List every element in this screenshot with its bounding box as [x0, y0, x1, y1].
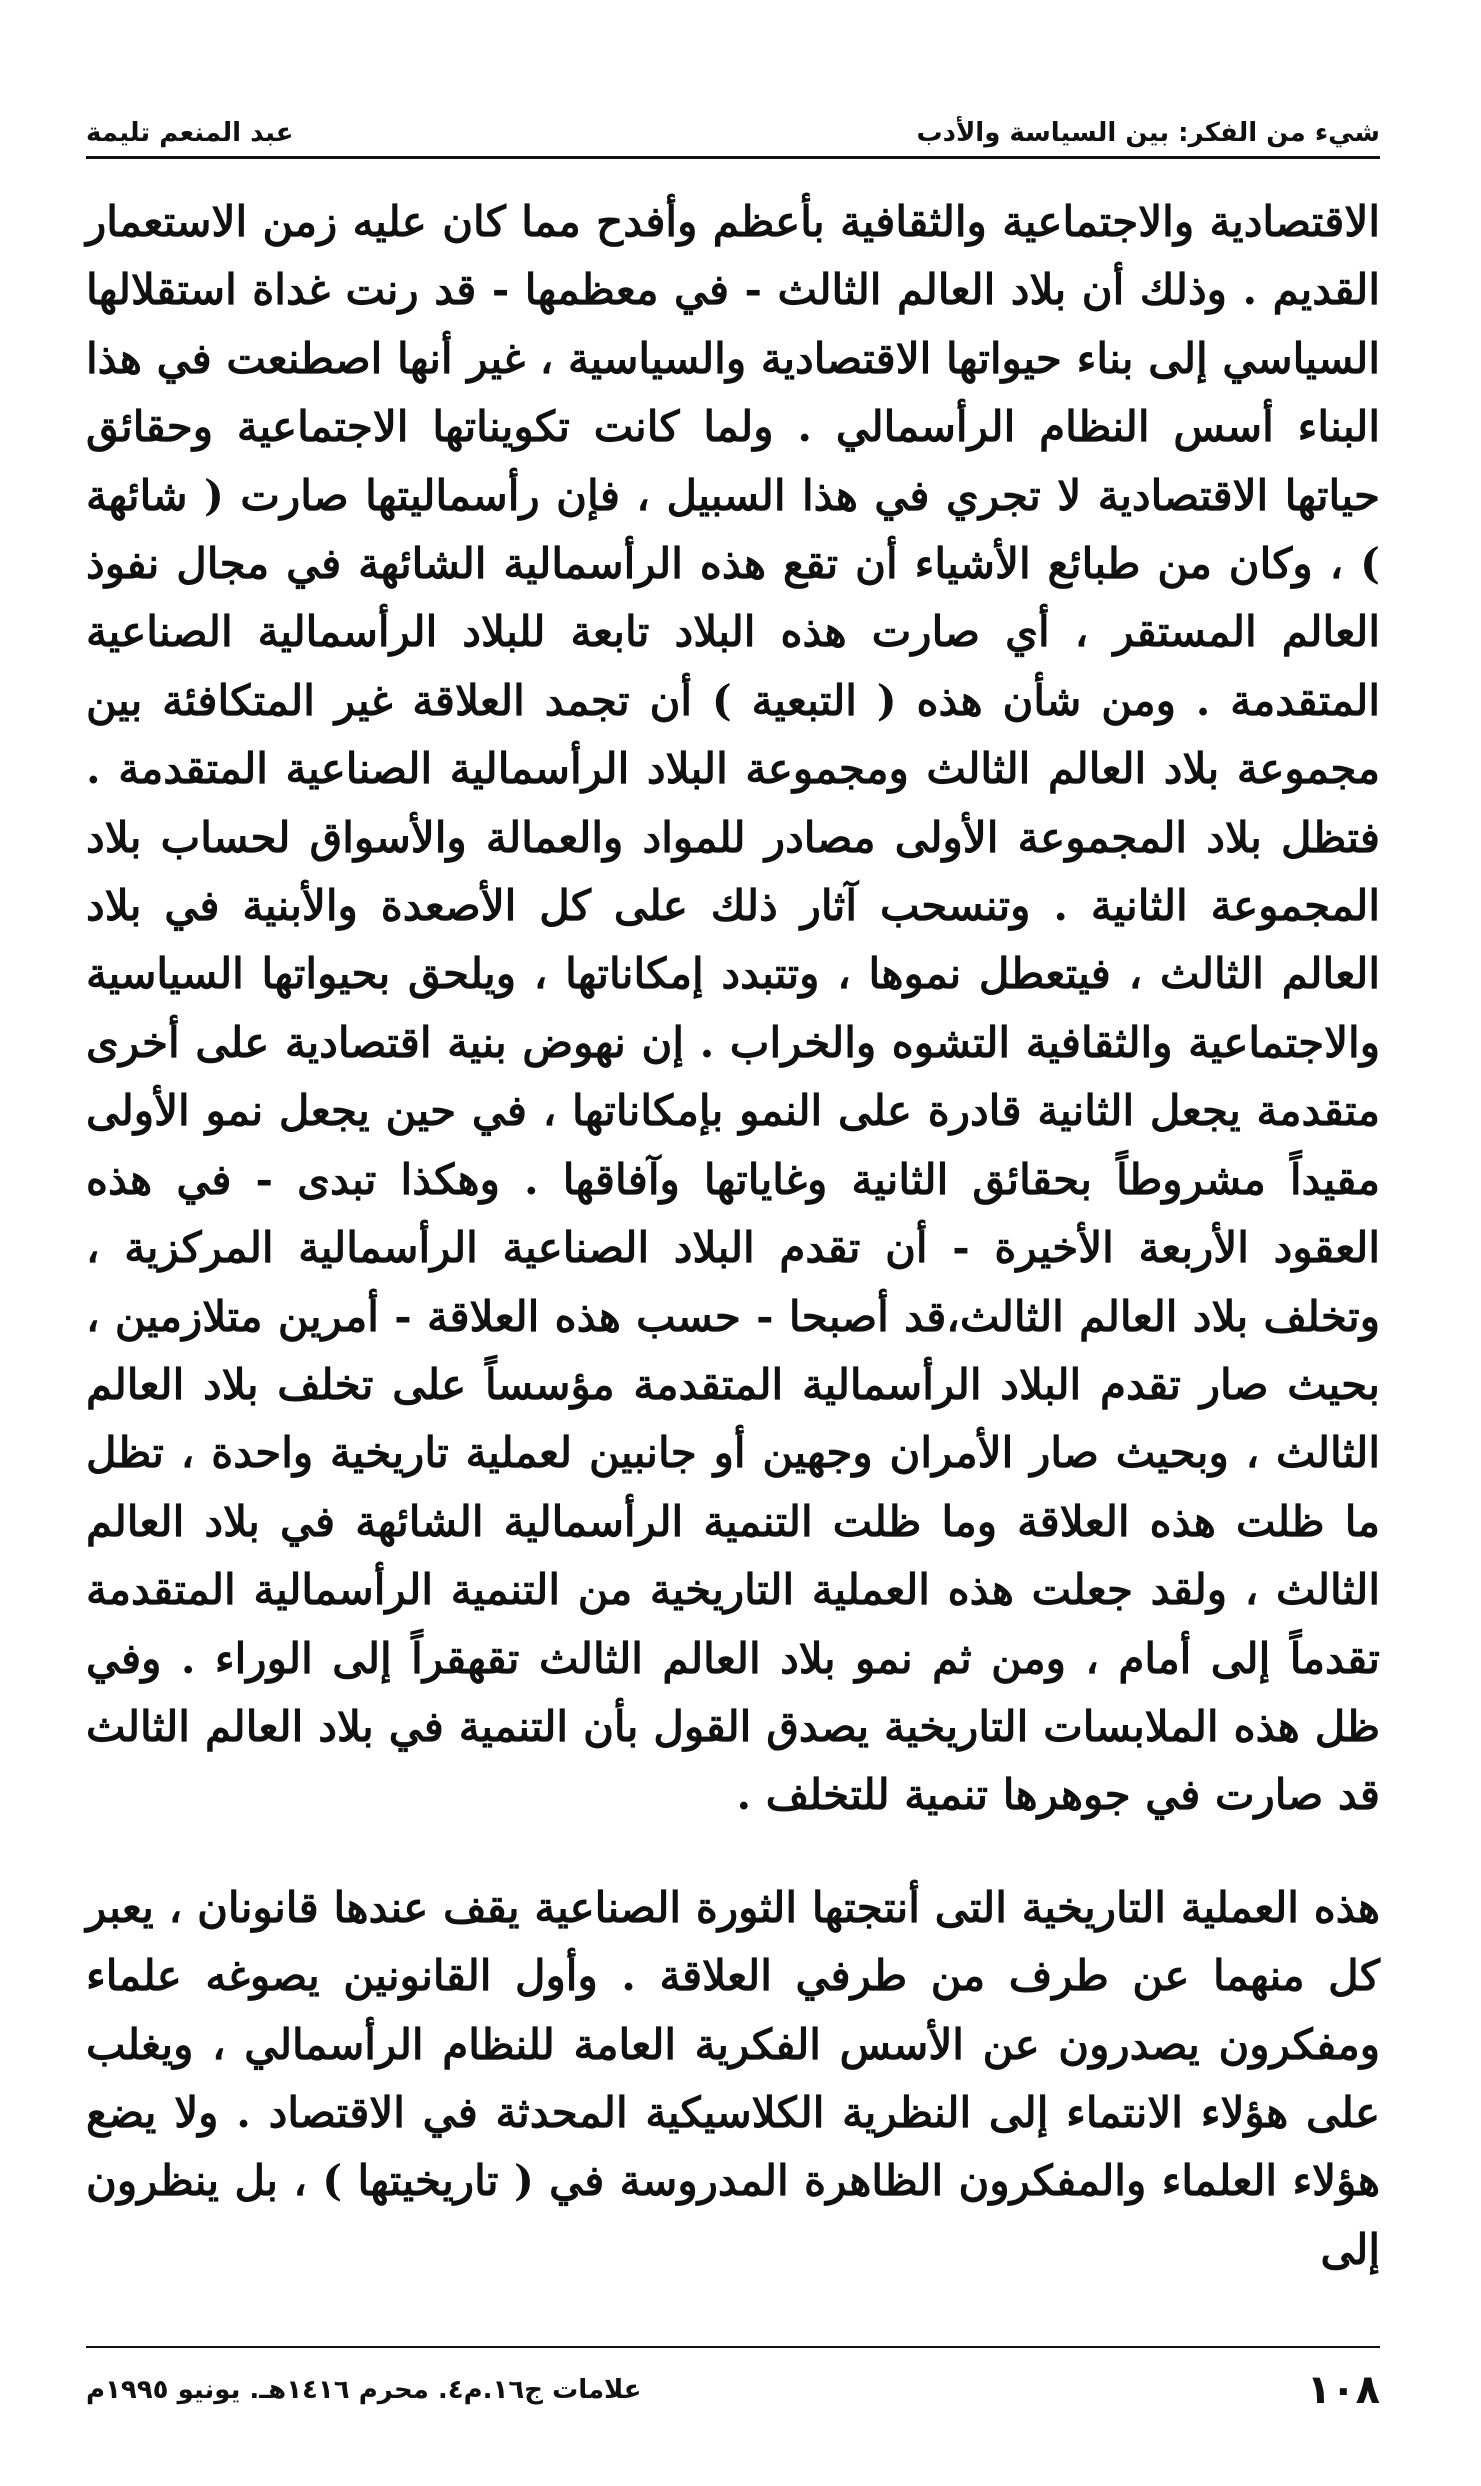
page-number: ١٠٨	[1306, 2367, 1380, 2413]
paragraph-1: الاقتصادية والاجتماعية والثقافية بأعظم وأفدح مما كان عليه زمن الاستعمار القديم . وذلك أن بلاد العالم الثالث - في معظمها - قد رنت غداة استقلالها السياسي إلى بناء حيواتها الاقتصادية والسياسية ، غير أنها اصطنعت في هذا البناء أسس النظام الرأسمالي . ولما كانت تكويناتها الاجتماعية وحقائق حياتها الاقتصادية لا تجري في هذا السبيل ، فإن رأسماليتها صارت ( شائهة ) ، وكان من طبائع الأشياء أن تقع هذه الرأسمالية الشائهة في مجال نفوذ العالم المستقر ، أي صارت هذه البلاد تابعة للبلاد الرأسمالية الصناعية المتقدمة . ومن شأن هذه ( التبعية ) أن تجمد العلاقة غير المتكافئة بين مجموعة بلاد العالم الثالث ومجموعة البلاد الرأسمالية الصناعية المتقدمة . فتظل بلاد المجموعة الأولى مصادر للمواد والعمالة والأسواق لحساب بلاد المجموعة الثانية . وتنسحب آثار ذلك على كل الأصعدة والأبنية في بلاد العالم الثالث ، فيتعطل نموها ، وتتبدد إمكاناتها ، ويلحق بحيواتها السياسية والاجتماعية والثقافية التشوه والخراب . إن نهوض بنية اقتصادية على أخرى متقدمة يجعل الثانية قادرة على النمو بإمكاناتها ، في حين يجعل نمو الأولى مقيداً مشروطاً بحقائق الثانية وغاياتها وآفاقها . وهكذا تبدى - في هذه العقود الأربعة الأخيرة - أن تقدم البلاد الصناعية الرأسمالية المركزية ، وتخلف بلاد العالم الثالث،قد أصبحا - حسب هذه العلاقة - أمرين متلازمين ، بحيث صار تقدم البلاد الرأسمالية المتقدمة مؤسساً على تخلف بلاد العالم الثالث ، وبحيث صار الأمران وجهين أو جانبين لعملية تاريخية واحدة ، تظل ما ظلت هذه العلاقة وما ظلت التنمية الرأسمالية الشائهة في بلاد العالم الثالث ، ولقد جعلت هذه العملية التاريخية من التنمية الرأسمالية المتقدمة تقدماً إلى أمام ، ومن ثم نمو بلاد العالم الثالث تقهقراً إلى الوراء . وفي ظل هذه الملابسات التاريخية يصدق القول بأن التنمية في بلاد العالم الثالث قد صارت في جوهرها تنمية للتخلف .	[86, 197, 1380, 1820]
paragraph-2: هذه العملية التاريخية التى أنتجتها الثورة الصناعية يقف عندها قانونان ، يعبر كل منهما عن طرف من طرفي العلاقة . وأول القانونين يصوغه علماء ومفكرون يصدرون عن الأسس الفكرية العامة للنظام الرأسمالي ، ويغلب على هؤلاء الانتماء إلى النظرية الكلاسيكية المحدثة في الاقتصاد . ولا يضع هؤلاء العلماء والمفكرون الظاهرة المدروسة في ( تاريخيتها ) ، بل ينظرون إلى	[86, 1882, 1380, 2274]
running-footer	[86, 2360, 1380, 2420]
author-name: عبد المنعم تليمة	[86, 118, 294, 148]
header-rule	[86, 156, 1380, 159]
running-header	[86, 98, 1380, 148]
footer-rule	[86, 2346, 1380, 2348]
issue-info: علامات ج١٦.م٤. محرم ١٤١٦هـ. يونيو ١٩٩٥م	[86, 2375, 642, 2405]
book-title: شيء من الفكر: بين السياسة والأدب	[916, 118, 1380, 148]
body-text	[86, 188, 1380, 2284]
